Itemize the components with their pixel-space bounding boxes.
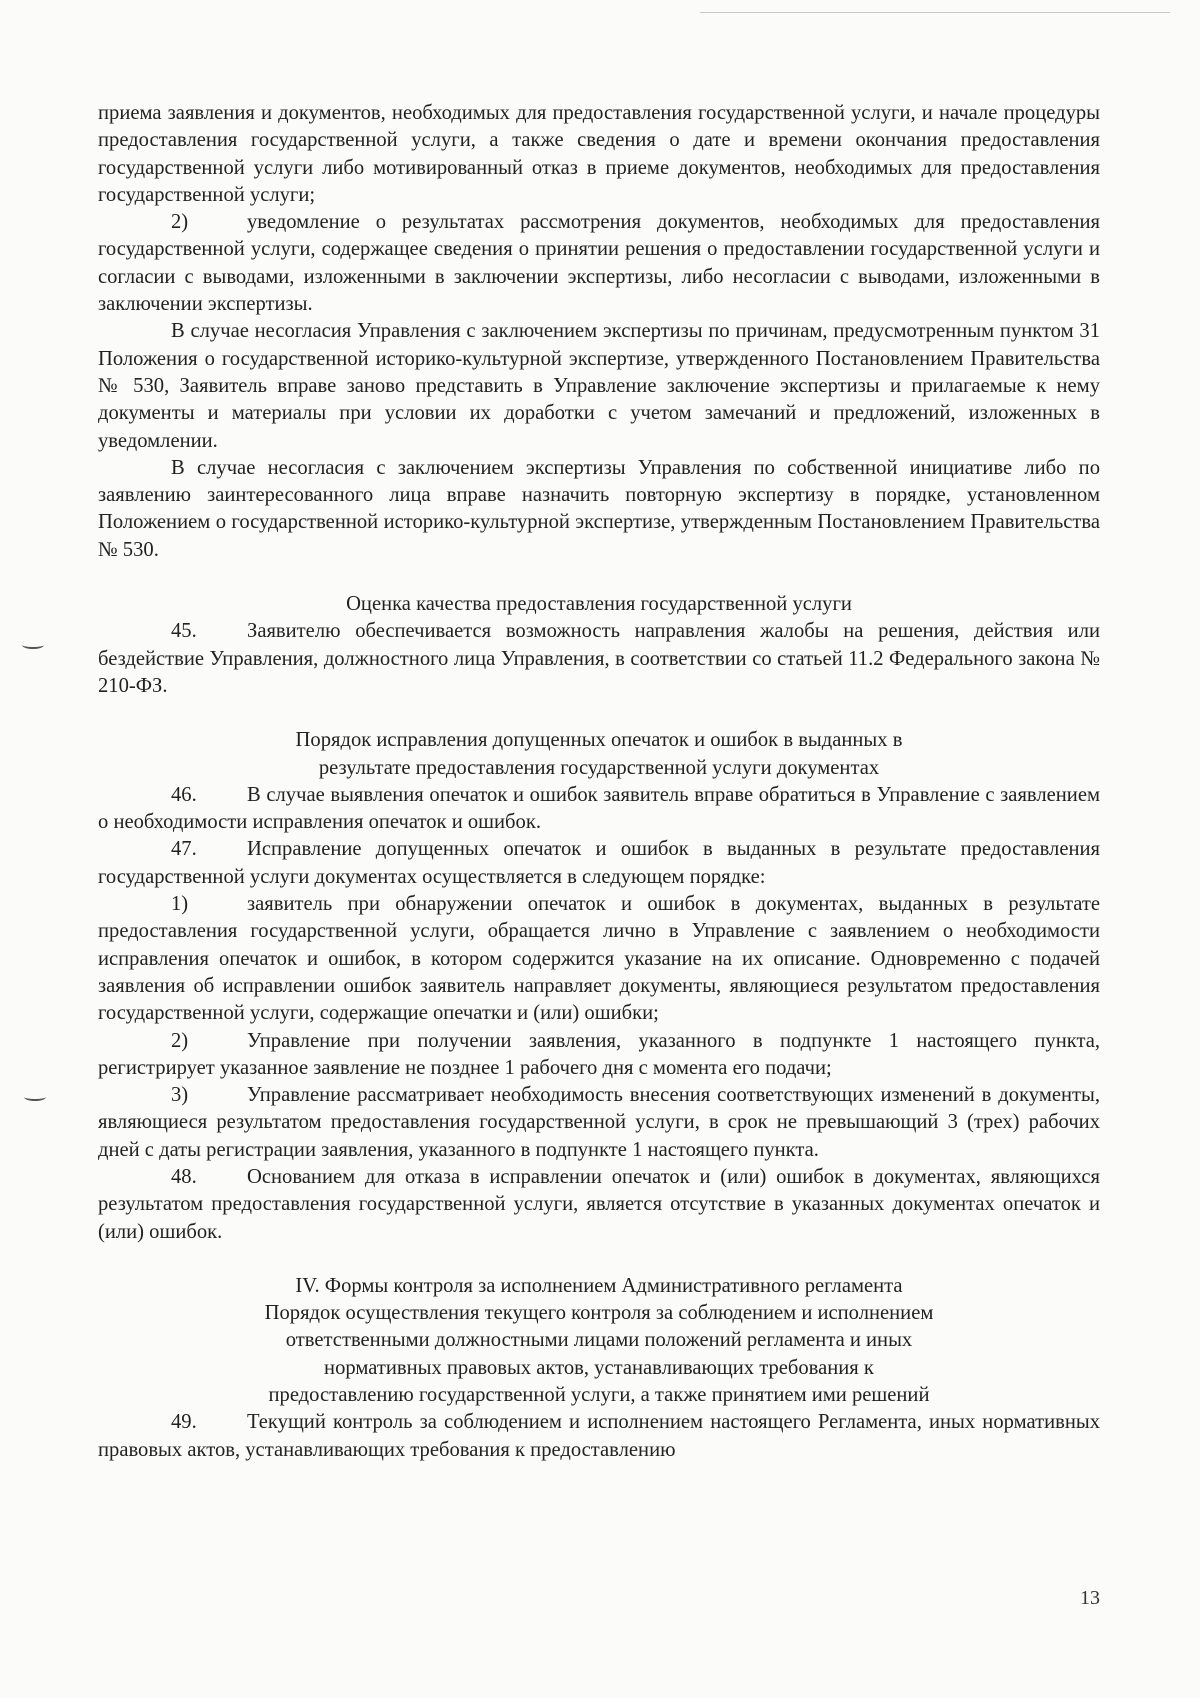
item-text: уведомление о результатах рассмотрения документов, необходимых для предоставления государственной услуги, содержащее сведения о принятии решения о предоставлении государственной услуги и согласии с выводами, изложенными в заключении экспертизы, либо несогласии с выводами, изложенными в заключении экспертизы.	[98, 211, 1100, 316]
paragraph: В случае несогласия с заключением экспертизы Управления по собственной инициативе либо по заявлению заинтересованного лица вправе назначить повторную экспертизу в порядке, установленном Положением о государственной историко-культурной экспертизе, утвержденным Постановлением Правительства № 530.	[98, 456, 1100, 561]
numbered-clause	[98, 782, 1100, 837]
item-number: 48.	[171, 1165, 197, 1188]
numbered-clause	[98, 618, 1100, 700]
heading-line: результате предоставления государственной услуги документах	[318, 756, 880, 779]
heading-line: Порядок исправления допущенных опечаток и ошибок в выданных в	[295, 729, 903, 752]
chapter-heading	[98, 1273, 1100, 1409]
item-text: Основанием для отказа в исправлении опечаток и (или) ошибок в документах, являющихся результатом предоставления государственной услуги, является отсутствие в указанных документах опечаток и (или) ошибок.	[98, 1165, 1100, 1243]
paragraph: приема заявления и документов, необходимых для предоставления государственной услуги, и начале процедуры предоставления государственной услуги, а также сведения о дате и времени окончания предоставления государственной услуги либо мотивированный отказ в приеме документов, необходимых для предоставления государственной услуги;	[98, 102, 1100, 206]
item-number: 3)	[171, 1084, 189, 1107]
item-text: В случае выявления опечаток и ошибок заявитель вправе обратиться в Управление с заявлением о необходимости исправления опечаток и ошибок.	[98, 783, 1100, 834]
heading-line: нормативных правовых актов, устанавливающих требования к	[324, 1356, 874, 1379]
numbered-clause	[98, 1164, 1100, 1246]
paragraph: В случае несогласия Управления с заключением экспертизы по причинам, предусмотренным пунктом 31 Положения о государственной историко-культурной экспертизе, утвержденного Постановлением Правительства № 530, Заявитель вправе заново представить в Управление заключение экспертизы и прилагаемые к нему документы и материалы при условии их доработки с учетом замечаний и предложений, изложенных в уведомлении.	[98, 320, 1100, 452]
list-item	[98, 1082, 1100, 1164]
item-number: 2)	[171, 211, 189, 234]
scan-edge-line	[700, 12, 1170, 13]
item-text: Текущий контроль за соблюдением и исполнением настоящего Регламента, иных нормативных правовых актов, устанавливающих требования к предоставлению	[98, 1411, 1100, 1461]
document-body	[98, 100, 1100, 1464]
heading-line: ответственными должностными лицами положений регламента и иных	[285, 1329, 913, 1352]
item-text: Заявителю обеспечивается возможность направления жалобы на решения, действия или бездействие Управления, должностного лица Управления, в соответствии со статьей 11.2 Федерального закона № 210-ФЗ.	[98, 620, 1100, 697]
heading-line: Порядок осуществления текущего контроля за соблюдением и исполнением	[264, 1302, 934, 1325]
list-item	[98, 209, 1100, 318]
page-number: 13	[1080, 1587, 1100, 1609]
item-number: 2)	[171, 1029, 189, 1052]
list-item	[98, 1028, 1100, 1083]
section-heading	[98, 727, 1100, 782]
item-number: 46.	[171, 783, 197, 806]
list-item	[98, 891, 1100, 1027]
item-text: Управление при получении заявления, указанного в подпункте 1 настоящего пункта, регистрирует указанное заявление не позднее 1 рабочего дня с момента его подачи;	[98, 1029, 1100, 1079]
item-number: 45.	[171, 620, 197, 643]
item-number: 47.	[171, 838, 197, 861]
item-number: 1)	[171, 893, 189, 916]
scan-artifact-mark	[24, 1093, 46, 1101]
numbered-clause	[98, 836, 1100, 891]
item-text: Исправление допущенных опечаток и ошибок в выданных в результате предоставления государственной услуги документах осуществляется в следующем порядке:	[98, 838, 1100, 888]
section-heading: Оценка качества предоставления государственной услуги	[346, 593, 852, 616]
item-text: заявитель при обнаружении опечаток и ошибок в документах, выданных в результате предоставления государственной услуги, обращается лично в Управление с заявлением о необходимости исправления опечаток и ошибок, в котором содержится указание на их описание. Одновременно с подачей заявления об исправлении ошибок заявитель направляет документы, являющиеся результатом предоставления государственной услуги, содержащие опечатки и (или) ошибки;	[98, 893, 1100, 1025]
heading-line: IV. Формы контроля за исполнением Административного регламента	[295, 1274, 903, 1297]
scan-artifact-mark	[22, 641, 44, 649]
numbered-clause	[98, 1409, 1100, 1464]
item-number: 49.	[171, 1411, 197, 1434]
item-text: Управление рассматривает необходимость внесения соответствующих изменений в документы, являющиеся результатом предоставления государственной услуги, в срок не превышающий 3 (трех) рабочих дней с даты регистрации заявления, указанного в подпункте 1 настоящего пункта.	[98, 1084, 1100, 1161]
heading-line: предоставлению государственной услуги, а также принятием ими решений	[268, 1384, 930, 1407]
